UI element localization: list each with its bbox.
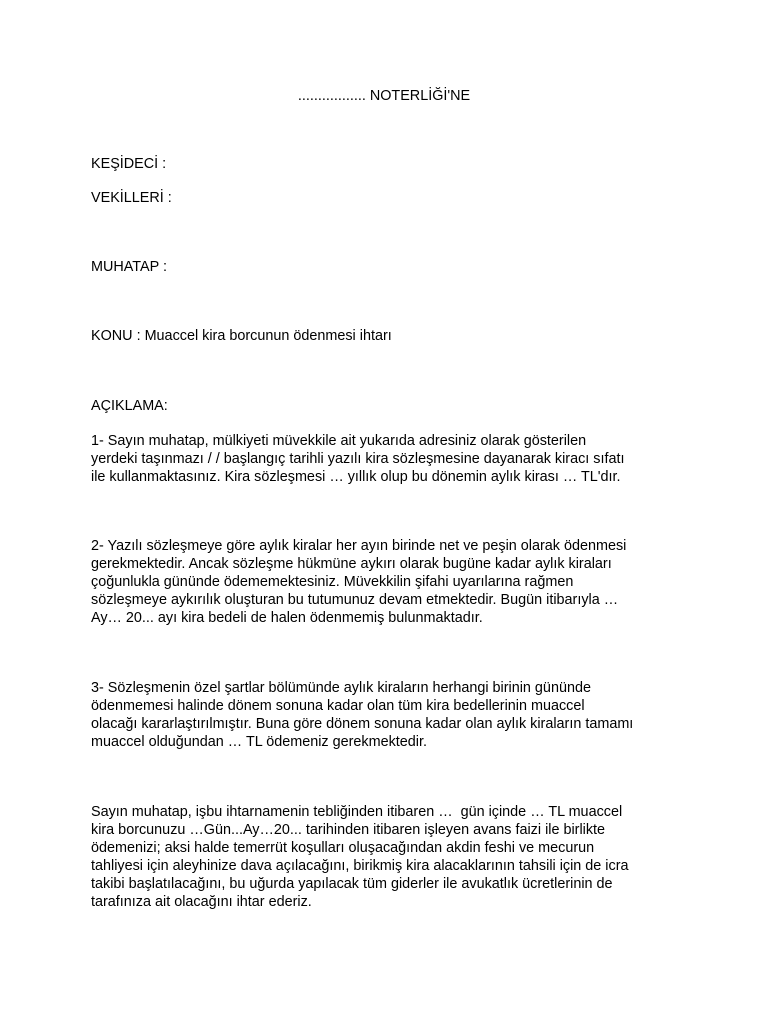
paragraph-line: sözleşmeye aykırılık oluşturan bu tutumunuz devam etmektedir. Bugün itibarıyla … (91, 591, 619, 608)
kesideci-label: KEŞİDECİ : (91, 156, 167, 172)
paragraph-1 (91, 433, 691, 487)
paragraph-line: tarafınıza ait olacağını ihtar ederiz. (91, 893, 312, 910)
paragraph-line: olacağı kararlaştırılmıştır. Buna göre dönem sonuna kadar olan aylık kiraların tamamı (91, 715, 634, 732)
paragraph-line: 1- Sayın muhatap, mülkiyeti müvekkile ait yukarıda adresiniz olarak gösterilen (91, 433, 587, 449)
paragraph-3 (91, 680, 691, 752)
paragraph-2 (91, 538, 691, 628)
paragraph-line: muaccel olduğundan … TL ödemeniz gerekmektedir. (91, 733, 427, 750)
paragraph-line: ile kullanmaktasınız. Kira sözleşmesi … yıllık olup bu dönemin aylık kirası … TL'dır. (91, 468, 621, 485)
paragraph-line: çoğunlukla gününde ödememektesiniz. Müvekkilin şifahi uyarılarına rağmen (91, 573, 574, 590)
paragraph-line: kira borcunuzu …Gün...Ay…20... tarihinden itibaren işleyen avans faizi ile birlikte (91, 821, 606, 838)
paragraph-line: ödenmemesi halinde dönem sonuna kadar olan tüm kira bedellerinin muaccel (91, 697, 585, 714)
paragraph-line: tahliyesi için aleyhinize dava açılacağını, birikmiş kira alacaklarının tahsili için de icra (91, 857, 629, 874)
paragraph-line: 3- Sözleşmenin özel şartlar bölümünde aylık kiraların herhangi birinin gününde (91, 680, 591, 696)
document-title: ................. NOTERLİĞİ'NE (297, 88, 471, 104)
closing-paragraph (91, 804, 691, 911)
paragraph-line: takibi başlatılacağını, bu uğurda yapılacak tüm giderler ile avukatlık ücretlerinin de (91, 875, 613, 892)
paragraph-line: Ay… 20... ayı kira bedeli de halen ödenmemiş bulunmaktadır. (91, 609, 483, 626)
konu-line: KONU : Muaccel kira borcunun ödenmesi ihtarı (91, 328, 392, 344)
vekilleri-label: VEKİLLERİ : (91, 190, 172, 206)
paragraph-line: yerdeki taşınmazı / / başlangıç tarihli yazılı kira sözleşmesine dayanarak kiracı sıfatı (91, 450, 625, 467)
paragraph-line: gerekmektedir. Ancak sözleşme hükmüne aykırı olarak bugüne kadar aylık kiraları (91, 555, 612, 572)
aciklama-heading: AÇIKLAMA: (91, 398, 168, 414)
paragraph-line: Sayın muhatap, işbu ihtarnamenin tebliğinden itibaren … gün içinde … TL muaccel (91, 804, 623, 820)
muhatap-label: MUHATAP : (91, 259, 167, 275)
paragraph-line: 2- Yazılı sözleşmeye göre aylık kiralar her ayın birinde net ve peşin olarak ödenmesi (91, 538, 627, 554)
paragraph-line: ödemenizi; aksi halde temerrüt koşulları oluşacağından akdin feshi ve mecurun (91, 839, 595, 856)
